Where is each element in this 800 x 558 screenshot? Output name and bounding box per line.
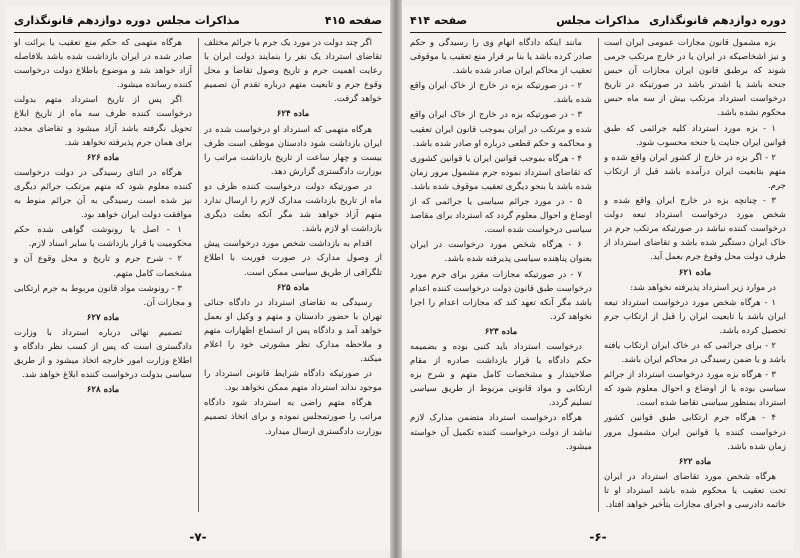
paragraph: هرگاه متهمی که حکم منع تعقیب یا برائت او صادر شده در ایران بازداشت شده باشد بلافاصله آزاد خواهد شد و موضوع باطلاع دولت درخواست کننده رسانده میشود. [14, 38, 192, 91]
paragraph: ۱ - اصل یا رونوشت گواهی شده حکم محکومیت یا قرار بازداشت یا سایر اسناد لازم. [14, 225, 192, 250]
paragraph: هرگاه درخواست استرداد متضمن مدارک لازم نباشد از دولت درخواست کننده تکمیل آن خواسته میشود. [410, 413, 592, 452]
article-heading: ماده ۶۲۶ [86, 152, 120, 163]
paragraph: هرگاه در اثنای رسیدگی در دولت درخواست کننده معلوم شود که متهم مرتکب جرائم دیگری نیز شده است رسیدگی به آن جرائم منوط به موافقت دولت ایران خواهد بود. [14, 167, 192, 221]
paragraph: ۵ - در مورد جرائم سیاسی یا جرائمی که از اوضاع و احوال معلوم گردد که استرداد برای مقاصد سیاسی درخواست شده است. [410, 197, 592, 236]
article-heading: ماده ۶۲۸ [86, 385, 120, 396]
paragraph: رسیدگی به تقاضای استرداد در دادگاه جنائی تهران با حضور دادستان و متهم و وکیل او بعمل خواهد آمد و دادگاه پس از استماع اظهارات متهم و ملاحظه مدارک نظر مشورتی خود را اعلام میکند. [204, 297, 382, 365]
header-title: مذاکرات مجلس [556, 14, 640, 27]
paragraph: ۲ - شرح جرم و تاریخ و محل وقوع آن و مشخصات کامل متهم. [14, 254, 192, 279]
column-divider [598, 38, 599, 512]
article-heading: ماده ۶۲۴ [276, 109, 310, 120]
right-page [402, 6, 794, 550]
column-divider [198, 38, 199, 512]
paragraph: ۳ - چنانچه بزه در خارج ایران واقع شده و شخص مورد درخواست استرداد تبعه دولت درخواست کننده نباشد در صورتیکه مرتکب جرم در خاک ایران دستگیر شده باشد و تقاضای استرداد از طرف دولت محل وقوع جرم بعمل آید. [604, 196, 786, 263]
page-footer-number: -۶- [589, 530, 607, 544]
paragraph: هرگاه متهمی که استرداد او درخواست شده در ایران بازداشت شود دادستان موظف است ظرف بیست و چهار ساعت از تاریخ بازداشت مراتب را بوزارت دادگستری گزارش دهد. [204, 124, 382, 177]
paragraph: درخواست استرداد باید کتبی بوده و بضمیمه حکم دادگاه یا قرار بازداشت صادره از مقام صلاحیتدار و مشخصات کامل متهم و شرح بزه ارتکابی و مواد قانونی مربوط از طریق سیاسی تسلیم گردد. [410, 341, 592, 409]
paragraph: هرگاه شخص مورد تقاضای استرداد در ایران تحت تعقیب یا محکوم شده باشد استرداد او تا خاتمه دادرسی و اجرای مجازات بتأخیر خواهد افتاد. [604, 471, 786, 510]
article-heading: ماده ۶۲۵ [276, 282, 310, 293]
paragraph: ۱ - بزه مورد استرداد کلیه جرائمی که طبق قوانین ایران جنایت یا جنحه محسوب شود. [604, 123, 786, 148]
article-heading: ماده ۶۲۳ [484, 326, 518, 337]
header-page-number: صفحه ۴۱۴ [410, 14, 468, 27]
paragraph: ۲ - برای جرائمی که در خاک ایران ارتکاب یافته باشد و یا ضمن رسیدگی در محاکم ایران باشد. [604, 340, 786, 366]
left-page [6, 6, 390, 550]
paragraph: اقدام به بازداشت شخص مورد درخواست پیش از وصول مدارک در صورت فوریت با اطلاع تلگرافی از طریق سیاسی ممکن است. [204, 239, 382, 278]
page-footer-number: -۷- [189, 530, 207, 544]
paragraph: در صورتیکه دادگاه شرایط قانونی استرداد را موجود نداند استرداد متهم ممکن نخواهد بود. [204, 369, 382, 394]
paragraph: مانند اینکه دادگاه اتهام وی را رسیدگی و حکم صادر کرده باشد یا بنا بر قرار منع تعقیب یا موقوفی تعقیب از محاکم ایران صادر شده باشد. [410, 38, 592, 77]
right-page-header [410, 10, 786, 33]
paragraph: بزه مشمول قانون مجازات عمومی ایران است و نیز اشخاصیکه در ایران یا در خارج مرتکب جرمی شوند که برطبق قانون ایران مجازات آن حبس جنحه باشد یا اشدتر باشد در صورتیکه در تاریخ درخواست استرداد مرتکب بیش از سه ماه حبس محکوم نشده باشد. [604, 38, 786, 119]
paragraph: ۴ - هرگاه جرم ارتکابی طبق قوانین کشور درخواست کننده یا قوانین ایران مشمول مرور زمان شده باشد. [604, 413, 786, 452]
paragraph: ۲ - اگر بزه در خارج از کشور ایران واقع شده و متهم بتابعیت ایران درآمده باشد قبل از ارتکاب جرم. [604, 152, 786, 191]
paragraph: اگر چند دولت در مورد یک جرم یا جرائم مختلف تقاضای استرداد یک نفر را بنمایند دولت ایران با رعایت اهمیت جرم و تاریخ وصول تقاضا و محل وقوع جرم و تابعیت متهم درباره تقدم آن تصمیم خواهد گرفت. [204, 38, 382, 105]
right-page-left-column [410, 36, 592, 514]
left-page-header [14, 10, 382, 33]
paragraph: هرگاه متهم راضی به استرداد شود دادگاه مراتب را صورتمجلس نموده و برای اتخاذ تصمیم بوزارت دادگستری ارسال میدارد. [204, 398, 382, 437]
paragraph: در موارد زیر استرداد پذیرفته نخواهد شد: [630, 282, 776, 293]
article-heading: ماده ۶۲۲ [678, 456, 712, 467]
right-page-right-column [604, 36, 786, 514]
left-page-right-column [204, 36, 382, 514]
article-heading: ماده ۶۲۷ [86, 312, 120, 323]
paragraph: در صورتیکه دولت درخواست کننده ظرف دو ماه از تاریخ بازداشت مدارک لازم را ارسال ندارد متهم آزاد خواهد شد مگر آنکه بعلت دیگری بازداشت او لازم باشد. [204, 181, 382, 235]
paragraph: ۴ - هرگاه بموجب قوانین ایران یا قوانین کشوری که تقاضای استرداد نموده جرم مشمول مرور زمان شده باشد یا بنحو دیگری تعقیب موقوف شده باشد. [410, 153, 592, 192]
paragraph: ۳ - در صورتیکه بزه در خارج از خاک ایران واقع شده و مرتکب در ایران بموجب قانون ایران تعقیب و محاکمه و حکم قطعی درباره او صادر شده باشد. [410, 110, 592, 149]
header-session: دوره دوازدهم قانونگذاری [649, 14, 786, 27]
left-page-left-column [14, 36, 192, 514]
header-page-number: صفحه ۴۱۵ [324, 14, 382, 27]
paragraph: ۷ - در صورتیکه مجازات مقرر برای جرم مورد درخواست طبق قانون دولت درخواست کننده اعدام باشد مگر آنکه تعهد کند که مجازات اعدام را اجرا نخواهد کرد. [410, 269, 592, 322]
paragraph: تصمیم نهائی درباره استرداد با وزارت دادگستری است که پس از کسب نظر دادگاه و اطلاع وزارت امور خارجه اتخاذ میشود و از طریق سیاسی بدولت درخواست کننده ابلاغ خواهد شد. [14, 327, 192, 381]
article-heading: ماده ۶۲۱ [678, 267, 712, 278]
paragraph: ۳ - هرگاه بزه مورد درخواست استرداد از جرائم سیاسی بوده یا از اوضاع و احوال معلوم شود که استرداد بمنظور سیاسی تقاضا شده است. [604, 370, 786, 409]
book-gutter [390, 0, 402, 558]
paragraph: ۶ - هرگاه شخص مورد درخواست در ایران بعنوان پناهنده سیاسی پذیرفته شده باشد. [410, 240, 592, 265]
paragraph: ۳ - رونوشت مواد قانون مربوط به جرم ارتکابی و مجازات آن. [14, 283, 192, 308]
header-title: مذاکرات مجلس [156, 14, 240, 27]
paragraph: اگر پس از تاریخ استرداد متهم بدولت درخواست کننده ظرف سه ماه از تاریخ ابلاغ تحویل نگرفته باشد آزاد میشود و تقاضای مجدد برای همان جرم پذیرفته نخواهد شد. [14, 95, 192, 148]
paragraph: ۱ - هرگاه شخص مورد درخواست استرداد تبعه ایران باشد یا تابعیت ایران را قبل از ارتکاب جرم تحصیل کرده باشد. [604, 297, 786, 336]
header-session: دوره دوازدهم قانونگذاری [14, 14, 151, 27]
paragraph: ۲ - در صورتیکه بزه در خارج از خاک ایران واقع شده باشد. [410, 81, 592, 106]
